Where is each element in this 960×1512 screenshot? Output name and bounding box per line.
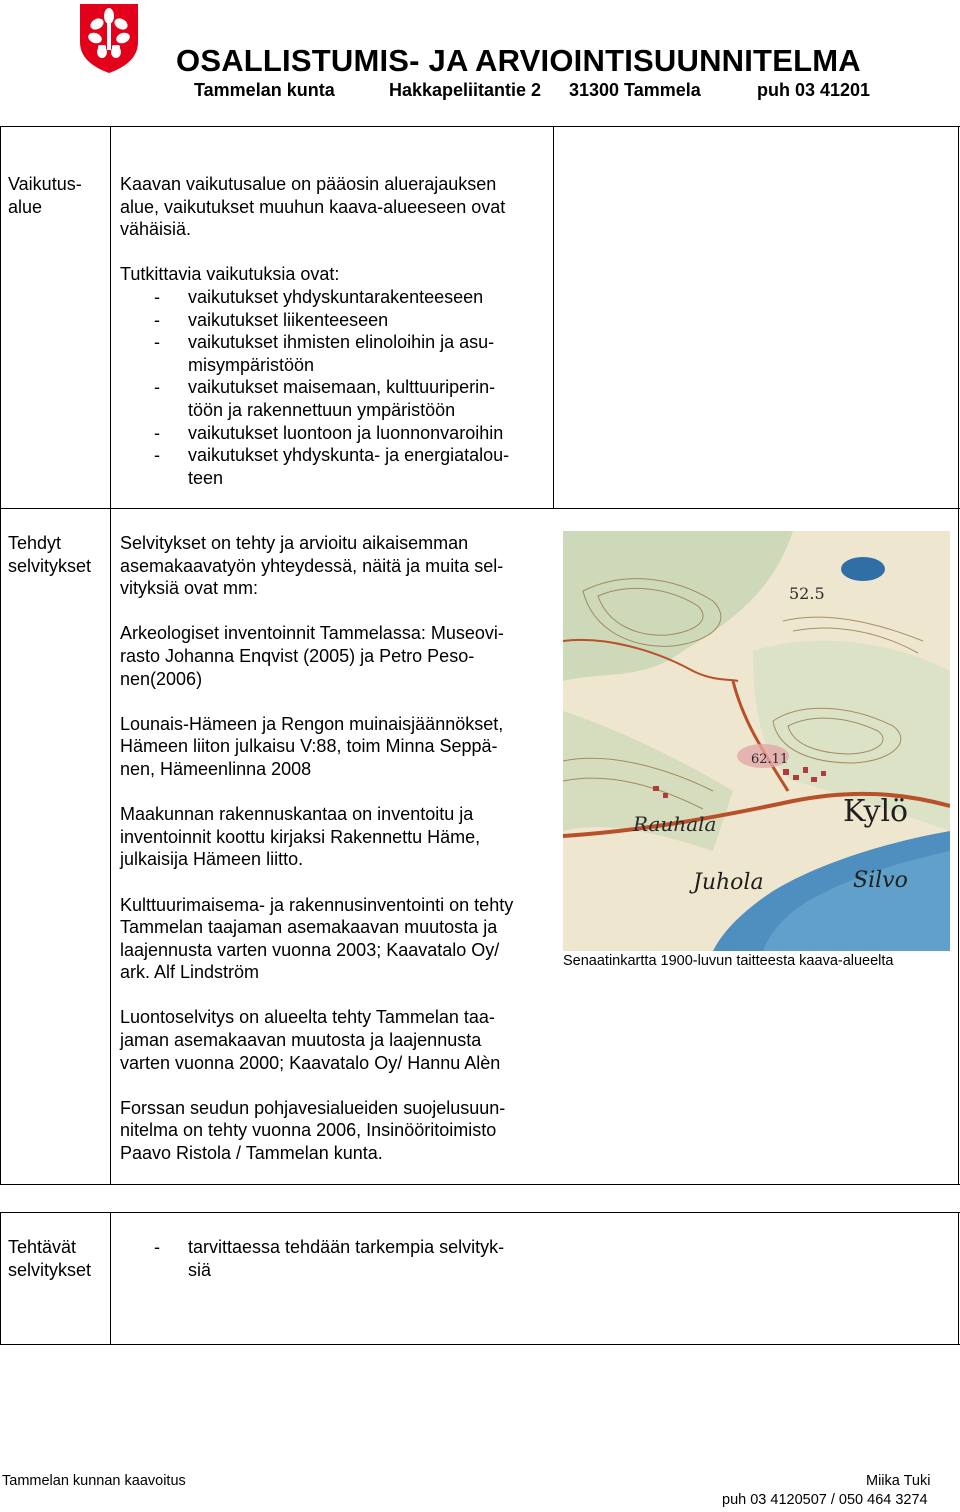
paragraph-line: inventoinnit koottu kirjaksi Rakennettu Häme, (120, 826, 481, 847)
phone-number: puh 03 41201 (757, 80, 871, 100)
paragraph-line: Arkeologiset inventoinnit Tammelassa: Museovi- (120, 623, 504, 644)
footer-left: Tammelan kunnan kaavoitus (2, 1473, 186, 1489)
paragraph-line: Tammelan taajaman asemakaavan muutosta ja (120, 917, 498, 938)
table-border-left (0, 1212, 1, 1344)
street-address: Hakkapeliitantie 2 (389, 80, 542, 100)
column-divider (110, 508, 111, 1184)
paragraph-line: nitelma on tehty vuonna 2006, Insinööritoimisto (120, 1120, 497, 1141)
table-border-left (0, 126, 1, 508)
paragraph-line: julkaisija Hämeen liitto. (120, 849, 304, 870)
document-title: OSALLISTUMIS- JA ARVIOINTISUUNNITELMA (176, 43, 861, 78)
divider (0, 1212, 960, 1213)
coat-of-arms-logo (78, 2, 140, 74)
section-body-tehtavat-selvitykset (120, 1236, 552, 1281)
table-border-left (0, 508, 1, 1184)
column-divider (553, 126, 554, 508)
divider (0, 126, 960, 127)
paragraph-line: vityksiä ovat mm: (120, 578, 259, 599)
paragraph-line: nen, Hämeenlinna 2008 (120, 758, 312, 779)
map-label-place: Kylö (843, 794, 909, 829)
list-item: - vaikutukset liikenteeseen (154, 309, 389, 330)
table-border-right (958, 126, 959, 508)
paragraph-line: Lounais-Hämeen ja Rengon muinaisjäännökset, (120, 713, 504, 734)
list-item: - vaikutukset ihmisten elinoloihin ja asu- (154, 332, 495, 353)
list-item: - tarvittaessa tehdään tarkempia selvityk- (154, 1237, 505, 1257)
label-line: Tehtävät (8, 1237, 77, 1257)
paragraph-line: Selvitykset on tehty ja arvioitu aikaisemman (120, 533, 469, 553)
section-body-vaikutusalue (120, 173, 552, 489)
paragraph-line: Paavo Ristola / Tammelan kunta. (120, 1143, 383, 1164)
paragraph-line: Kulttuurimaisema- ja rakennusinventointi on tehty (120, 894, 514, 915)
paragraph-line: Luontoselvitys on alueelta tehty Tammelan taa- (120, 1007, 495, 1028)
map-label-elevation: 62.11 (751, 752, 789, 767)
intro-line: Kaavan vaikutusalue on pääosin aluerajauksen (120, 174, 497, 194)
table-border-right (958, 508, 959, 1184)
label-line: selvitykset (8, 1260, 92, 1280)
label-line: Vaikutus- (8, 174, 82, 194)
paragraph-line: Forssan seudun pohjavesialueiden suojelusuun- (120, 1097, 506, 1118)
paragraph-line: asemakaavatyön yhteydessä, näitä ja muita sel- (120, 555, 504, 576)
list-item: - vaikutukset yhdyskuntarakenteeseen (154, 286, 484, 307)
paragraph-line: Maakunnan rakennuskantaa on inventoitu ja (120, 804, 474, 825)
divider (0, 508, 960, 509)
list-item-continued: misympäristöön (188, 354, 315, 375)
list-item-continued: teen (188, 467, 224, 488)
map-label-place: Juhola (693, 870, 764, 895)
paragraph-line: Hämeen liiton julkaisu V:88, toim Minna Seppä- (120, 736, 498, 757)
list-item: - vaikutukset maisemaan, kulttuuriperin- (154, 377, 496, 398)
divider (0, 1344, 960, 1345)
paragraph-line: nen(2006) (120, 668, 203, 689)
list-item-continued: siä (188, 1259, 212, 1280)
label-line: alue (8, 197, 43, 217)
map-caption: Senaatinkartta 1900-luvun taitteesta kaava-alueelta (563, 953, 894, 969)
intro-line: vähäisiä. (120, 219, 192, 240)
table-border-right (958, 1212, 959, 1344)
paragraph-line: ark. Alf Lindström (120, 962, 260, 983)
map-label-place: Silvo (853, 868, 908, 893)
paragraph-line: laajennusta varten vuonna 2003; Kaavatalo Oy/ (120, 939, 500, 960)
list-item-continued: töön ja rakennettuun ympäristöön (188, 399, 456, 420)
intro-line: alue, vaikutukset muuhun kaava-alueeseen ovat (120, 196, 506, 217)
column-divider (110, 1212, 111, 1344)
footer-name: Miika Tuki (866, 1473, 931, 1489)
section-label-vaikutusalue (8, 173, 82, 219)
list-title: Tutkittavia vaikutuksia ovat: (120, 264, 340, 285)
section-label-tehtavat-selvitykset (8, 1236, 91, 1282)
list-item: - vaikutukset yhdyskunta- ja energiatalou- (154, 445, 510, 466)
label-line: selvitykset (8, 556, 92, 576)
footer-phone: puh 03 4120507 / 050 464 3274 (722, 1492, 928, 1508)
section-body-tehdyt-selvitykset (120, 532, 552, 1165)
section-label-tehdyt-selvitykset (8, 532, 91, 578)
list-item: - vaikutukset luontoon ja luonnonvaroihin (154, 422, 504, 443)
org-name: Tammelan kunta (194, 80, 335, 100)
divider (0, 1184, 960, 1185)
map-label-place: Rauhala (633, 812, 717, 836)
paragraph-line: varten vuonna 2000; Kaavatalo Oy/ Hannu Alèn (120, 1052, 501, 1073)
paragraph-line: jaman asemakaavan muutosta ja laajennusta (120, 1030, 482, 1051)
postal-address: 31300 Tammela (569, 80, 701, 100)
map-label-elevation: 52.5 (789, 584, 825, 603)
label-line: Tehdyt (8, 533, 62, 553)
historical-map-image (563, 531, 950, 951)
column-divider (110, 126, 111, 508)
paragraph-line: rasto Johanna Enqvist (2005) ja Petro Peso- (120, 645, 475, 666)
